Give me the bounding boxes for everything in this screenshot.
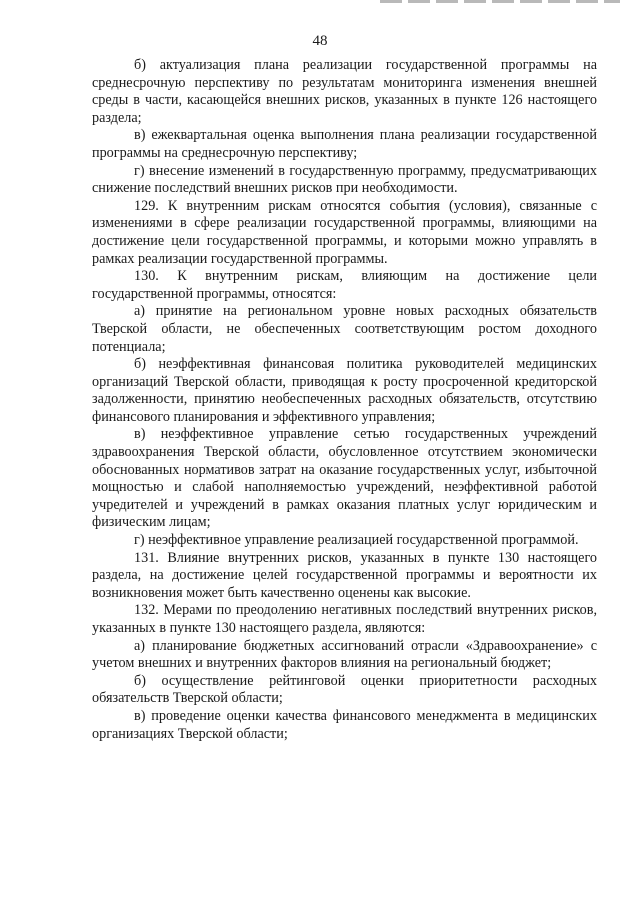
paragraph: 131. Влияние внутренних рисков, указанных в пункте 130 настоящего раздела, на достижение целей государственной программы и вероятности их возникновения может быть качественно оценены как высокие. [92, 549, 597, 601]
paragraph: в) неэффективное управление сетью государственных учреждений здравоохранения Тверской области, обусловленное отсутствием экономически обоснованных нормативов затрат на оказание государственных услуг, избыточной мощностью и слабой наполняемостью учреждений, неэффективной работой учредителей и учреждений в рамках оказания платных услуг юридическим и физическим лицам; [92, 426, 597, 531]
paragraph: г) внесение изменений в государственную программу, предусматривающих снижение последствий внешних рисков при необходимости. [92, 162, 597, 197]
paragraph: а) принятие на региональном уровне новых расходных обязательств Тверской области, не обеспеченных соответствующим ростом доходного потенциала; [92, 303, 597, 355]
paragraph: в) проведение оценки качества финансового менеджмента в медицинских организациях Тверской области; [92, 707, 597, 742]
paragraph: 130. К внутренним рискам, влияющим на достижение цели государственной программы, относятся: [92, 268, 597, 302]
paragraph: в) ежеквартальная оценка выполнения плана реализации государственной программы на среднесрочную перспективу; [92, 127, 597, 161]
scan-header-mark [380, 0, 620, 3]
paragraph: б) осуществление рейтинговой оценки приоритетности расходных обязательств Тверской области; [92, 672, 597, 707]
paragraph: 129. К внутренним рискам относятся события (условия), связанные с изменениями в сфере реализации государственной программы, влияющими на достижение цели государственной программы, и которыми можно управлять в рамках реализации государственной программы. [92, 197, 597, 267]
paragraph: б) актуализация плана реализации государственной программы на среднесрочную перспективу по результатам мониторинга изменения внешней среды в части, касающейся внешних рисков, указанных в пункте 126 настоящего раздела; [92, 57, 597, 126]
document-body [92, 57, 597, 743]
paragraph: 132. Мерами по преодолению негативных последствий внутренних рисков, указанных в пункте 130 настоящего раздела, являются: [92, 602, 597, 636]
paragraph: г) неэффективное управление реализацией государственной программой. [134, 532, 579, 549]
paragraph: а) планирование бюджетных ассигнований отрасли «Здравоохранение» с учетом внешних и внутренних факторов влияния на региональный бюджет; [92, 637, 597, 672]
paragraph: б) неэффективная финансовая политика руководителей медицинских организаций Тверской области, приводящая к росту просроченной кредиторской задолженности, принятию необеспеченных расходных обязательств, отсутствию финансового планирования и эффективного управления; [92, 356, 597, 425]
page-number: 48 [312, 33, 328, 49]
